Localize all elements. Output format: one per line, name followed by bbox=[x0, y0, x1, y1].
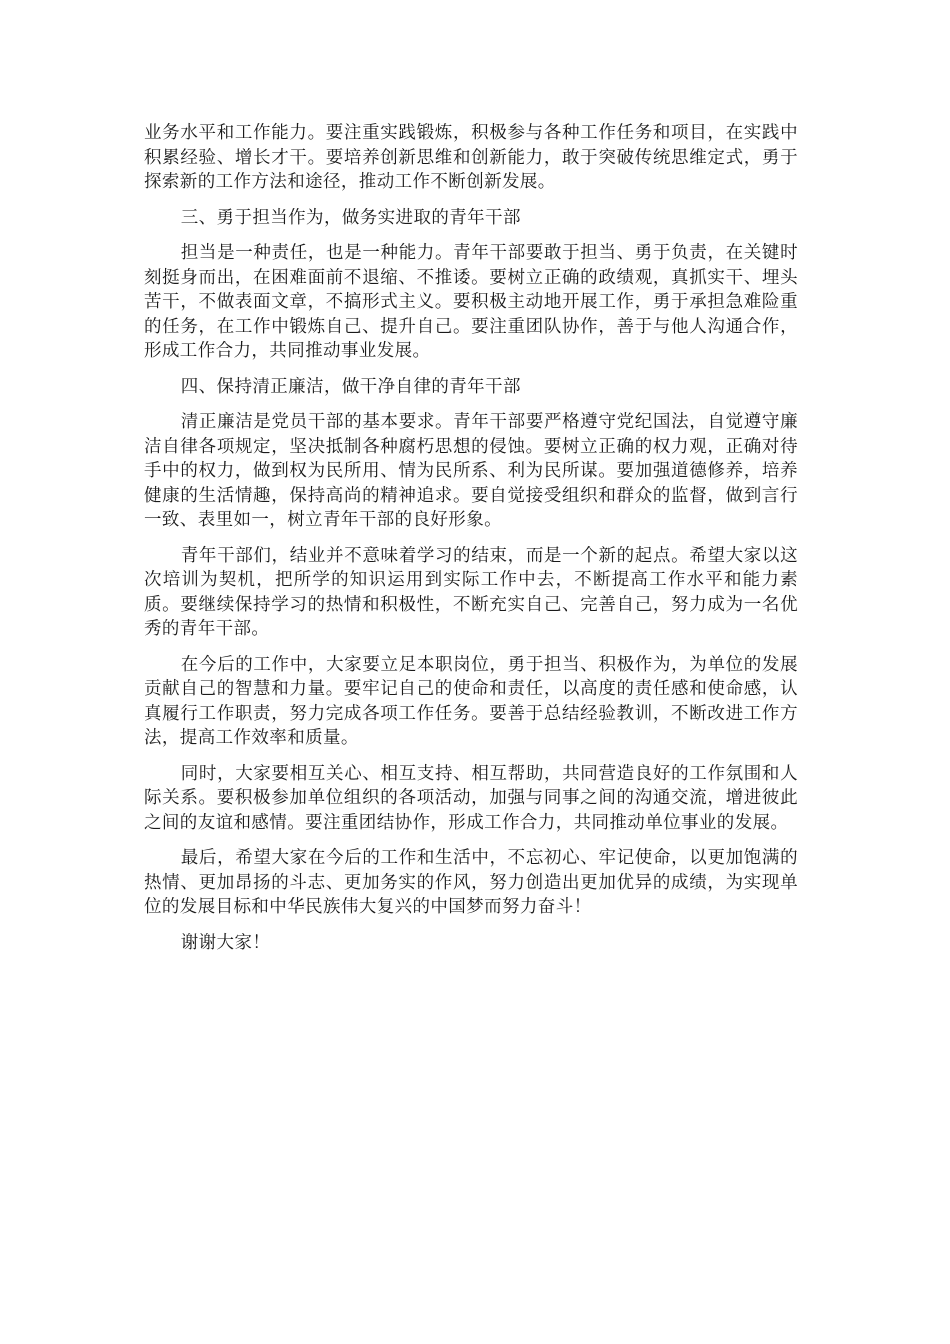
section-heading-4: 四、保持清正廉洁，做干净自律的青年干部 bbox=[180, 376, 521, 397]
document-page bbox=[144, 121, 798, 955]
section-heading-3: 三、勇于担当作为，做务实进取的青年干部 bbox=[180, 207, 521, 228]
paragraph-integrity: 清正廉洁是党员干部的基本要求。青年干部要严格遵守党纪国法，自觉遵守廉洁自律各项规定，坚决抵制各种腐朽思想的侵蚀。要树立正确的权力观，正确对待手中的权力，做到权为民所用、情为民所系、利为民所谋。要加强道德修养，培养健康的生活情趣，保持高尚的精神追求。要自觉接受组织和群众的监督，做到言行一致、表里如一，树立青年干部的良好形象。 bbox=[144, 412, 798, 530]
paragraph-continuation: 业务水平和工作能力。要注重实践锻炼，积极参与各种工作任务和项目，在实践中积累经验、增长才干。要培养创新思维和创新能力，敢于突破传统思维定式，勇于探索新的工作方法和途径，推动工作不断创新发展。 bbox=[144, 123, 798, 192]
paragraph-final-hope: 最后，希望大家在今后的工作和生活中，不忘初心、牢记使命，以更加饱满的热情、更加昂扬的斗志、更加务实的作风，努力创造出更加优异的成绩，为实现单位的发展目标和中华民族伟大复兴的中国梦而努力奋斗！ bbox=[144, 848, 798, 917]
paragraph-future-work: 在今后的工作中，大家要立足本职岗位，勇于担当、积极作为，为单位的发展贡献自己的智慧和力量。要牢记自己的使命和责任，以高度的责任感和使命感，认真履行工作职责，努力完成各项工作任务。要善于总结经验教训，不断改进工作方法，提高工作效率和质量。 bbox=[144, 654, 798, 748]
paragraph-responsibility: 担当是一种责任，也是一种能力。青年干部要敢于担当、勇于负责，在关键时刻挺身而出，在困难面前不退缩、不推诿。要树立正确的政绩观，真抓实干、埋头苦干，不做表面文章，不搞形式主义。要积极主动地开展工作，勇于承担急难险重的任务，在工作中锻炼自己、提升自己。要注重团队协作，善于与他人沟通合作，形成工作合力，共同推动事业发展。 bbox=[144, 243, 798, 361]
paragraph-mutual-support: 同时，大家要相互关心、相互支持、相互帮助，共同营造良好的工作氛围和人际关系。要积极参加单位组织的各项活动，加强与同事之间的沟通交流，增进彼此之间的友谊和感情。要注重团结协作，形成工作合力，共同推动单位事业的发展。 bbox=[144, 763, 798, 833]
paragraph-new-start: 青年干部们，结业并不意味着学习的结束，而是一个新的起点。希望大家以这次培训为契机，把所学的知识运用到实际工作中去，不断提高工作水平和能力素质。要继续保持学习的热情和积极性，不断充实自己、完善自己，努力成为一名优秀的青年干部。 bbox=[144, 545, 798, 639]
closing-thanks: 谢谢大家！ bbox=[180, 932, 271, 953]
